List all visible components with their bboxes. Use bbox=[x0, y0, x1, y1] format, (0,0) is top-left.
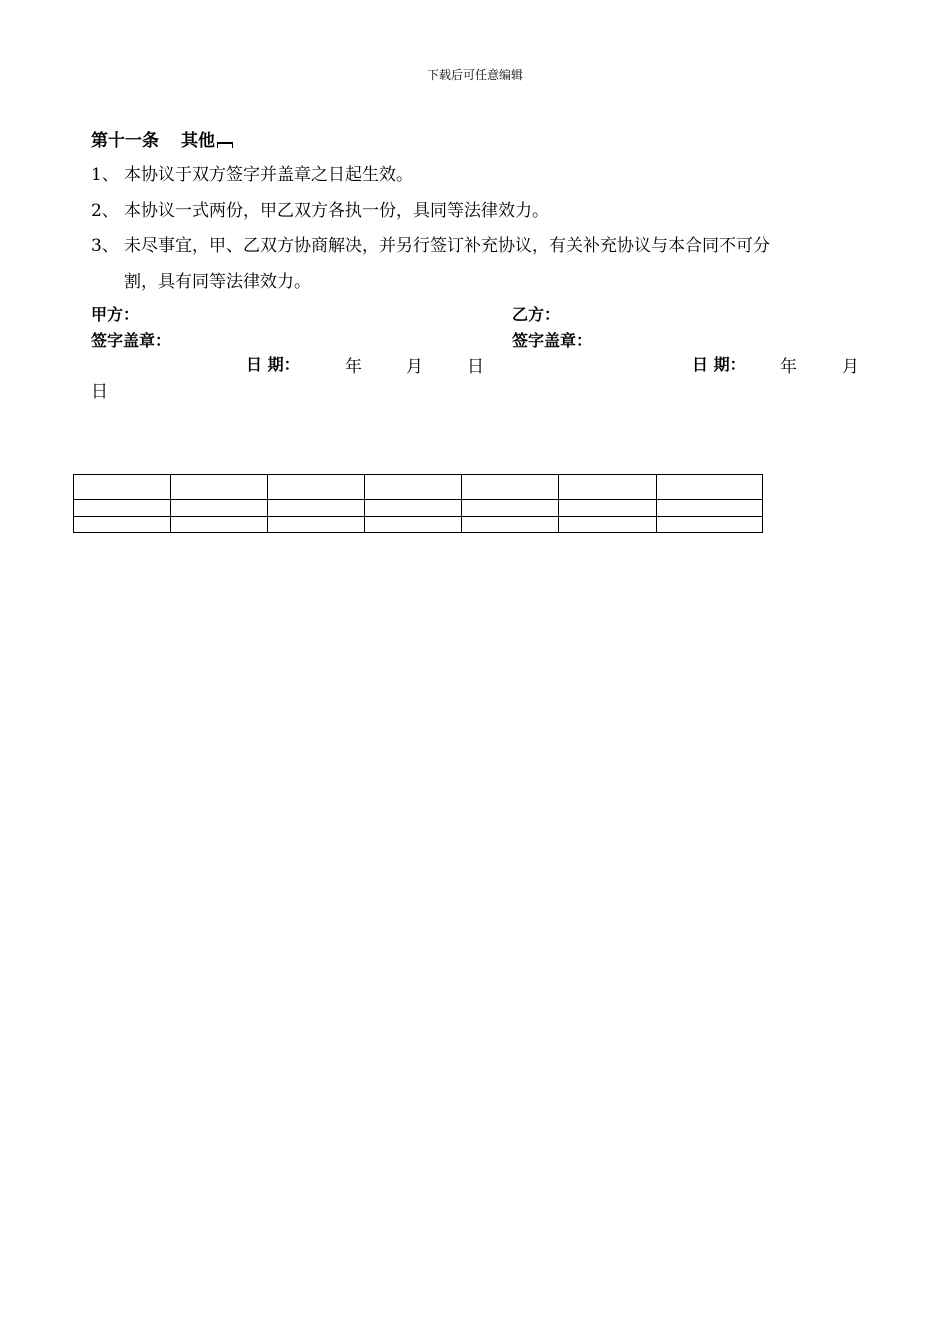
date-a-year: 年 bbox=[345, 357, 362, 377]
article-title bbox=[91, 126, 233, 151]
clause-text: 本协议于双方签字并盖章之日起生效。 bbox=[124, 165, 413, 185]
table-cell bbox=[559, 517, 657, 533]
table-cell bbox=[462, 517, 559, 533]
table-row bbox=[74, 517, 763, 533]
table-cell bbox=[268, 517, 365, 533]
article-number: 第十一条 bbox=[91, 131, 159, 151]
sign-a-label: 签字盖章： bbox=[91, 331, 172, 350]
table-cell bbox=[657, 475, 763, 500]
clause-item: 2、 本协议一式两份，甲乙双方各执一份，具同等法律效力。 bbox=[91, 201, 549, 221]
table-cell bbox=[268, 475, 365, 500]
date-b-month: 月 bbox=[842, 357, 859, 377]
date-a-day: 日 bbox=[467, 357, 484, 377]
underscore-mark bbox=[217, 142, 233, 148]
table-cell bbox=[268, 500, 365, 517]
empty-table bbox=[73, 474, 763, 533]
date-b-year: 年 bbox=[780, 357, 797, 377]
table-cell bbox=[74, 475, 171, 500]
date-a-month: 月 bbox=[406, 357, 423, 377]
table-cell bbox=[365, 500, 462, 517]
table-cell bbox=[365, 517, 462, 533]
article-heading: 其他 bbox=[181, 131, 215, 151]
table-row bbox=[74, 475, 763, 500]
table-cell bbox=[462, 500, 559, 517]
table-cell bbox=[171, 475, 268, 500]
clause-continuation: 割，具有同等法律效力。 bbox=[124, 272, 311, 292]
table-cell bbox=[657, 517, 763, 533]
date-b-label: 日 期： bbox=[692, 355, 746, 374]
table-cell bbox=[365, 475, 462, 500]
table-cell bbox=[74, 500, 171, 517]
table-cell bbox=[559, 475, 657, 500]
clause-item: 3、 未尽事宜，甲、乙双方协商解决，并另行签订补充协议，有关补充协议与本合同不可分 bbox=[91, 236, 770, 256]
date-b-day: 日 bbox=[91, 382, 108, 402]
table-row bbox=[74, 500, 763, 517]
page-header: 下载后可任意编辑 bbox=[426, 68, 523, 82]
clause-item: 1、 本协议于双方签字并盖章之日起生效。 bbox=[91, 165, 413, 185]
table-cell bbox=[559, 500, 657, 517]
table-cell bbox=[171, 500, 268, 517]
date-a-label: 日 期： bbox=[246, 355, 300, 374]
party-b-label: 乙方： bbox=[512, 305, 561, 324]
table-cell bbox=[74, 517, 171, 533]
party-a-label: 甲方： bbox=[91, 305, 140, 324]
table-cell bbox=[462, 475, 559, 500]
clause-text: 本协议一式两份，甲乙双方各执一份，具同等法律效力。 bbox=[124, 201, 549, 221]
table-cell bbox=[657, 500, 763, 517]
clause-text: 未尽事宜，甲、乙双方协商解决，并另行签订补充协议，有关补充协议与本合同不可分 bbox=[124, 236, 770, 256]
table-cell bbox=[171, 517, 268, 533]
sign-b-label: 签字盖章： bbox=[512, 331, 593, 350]
